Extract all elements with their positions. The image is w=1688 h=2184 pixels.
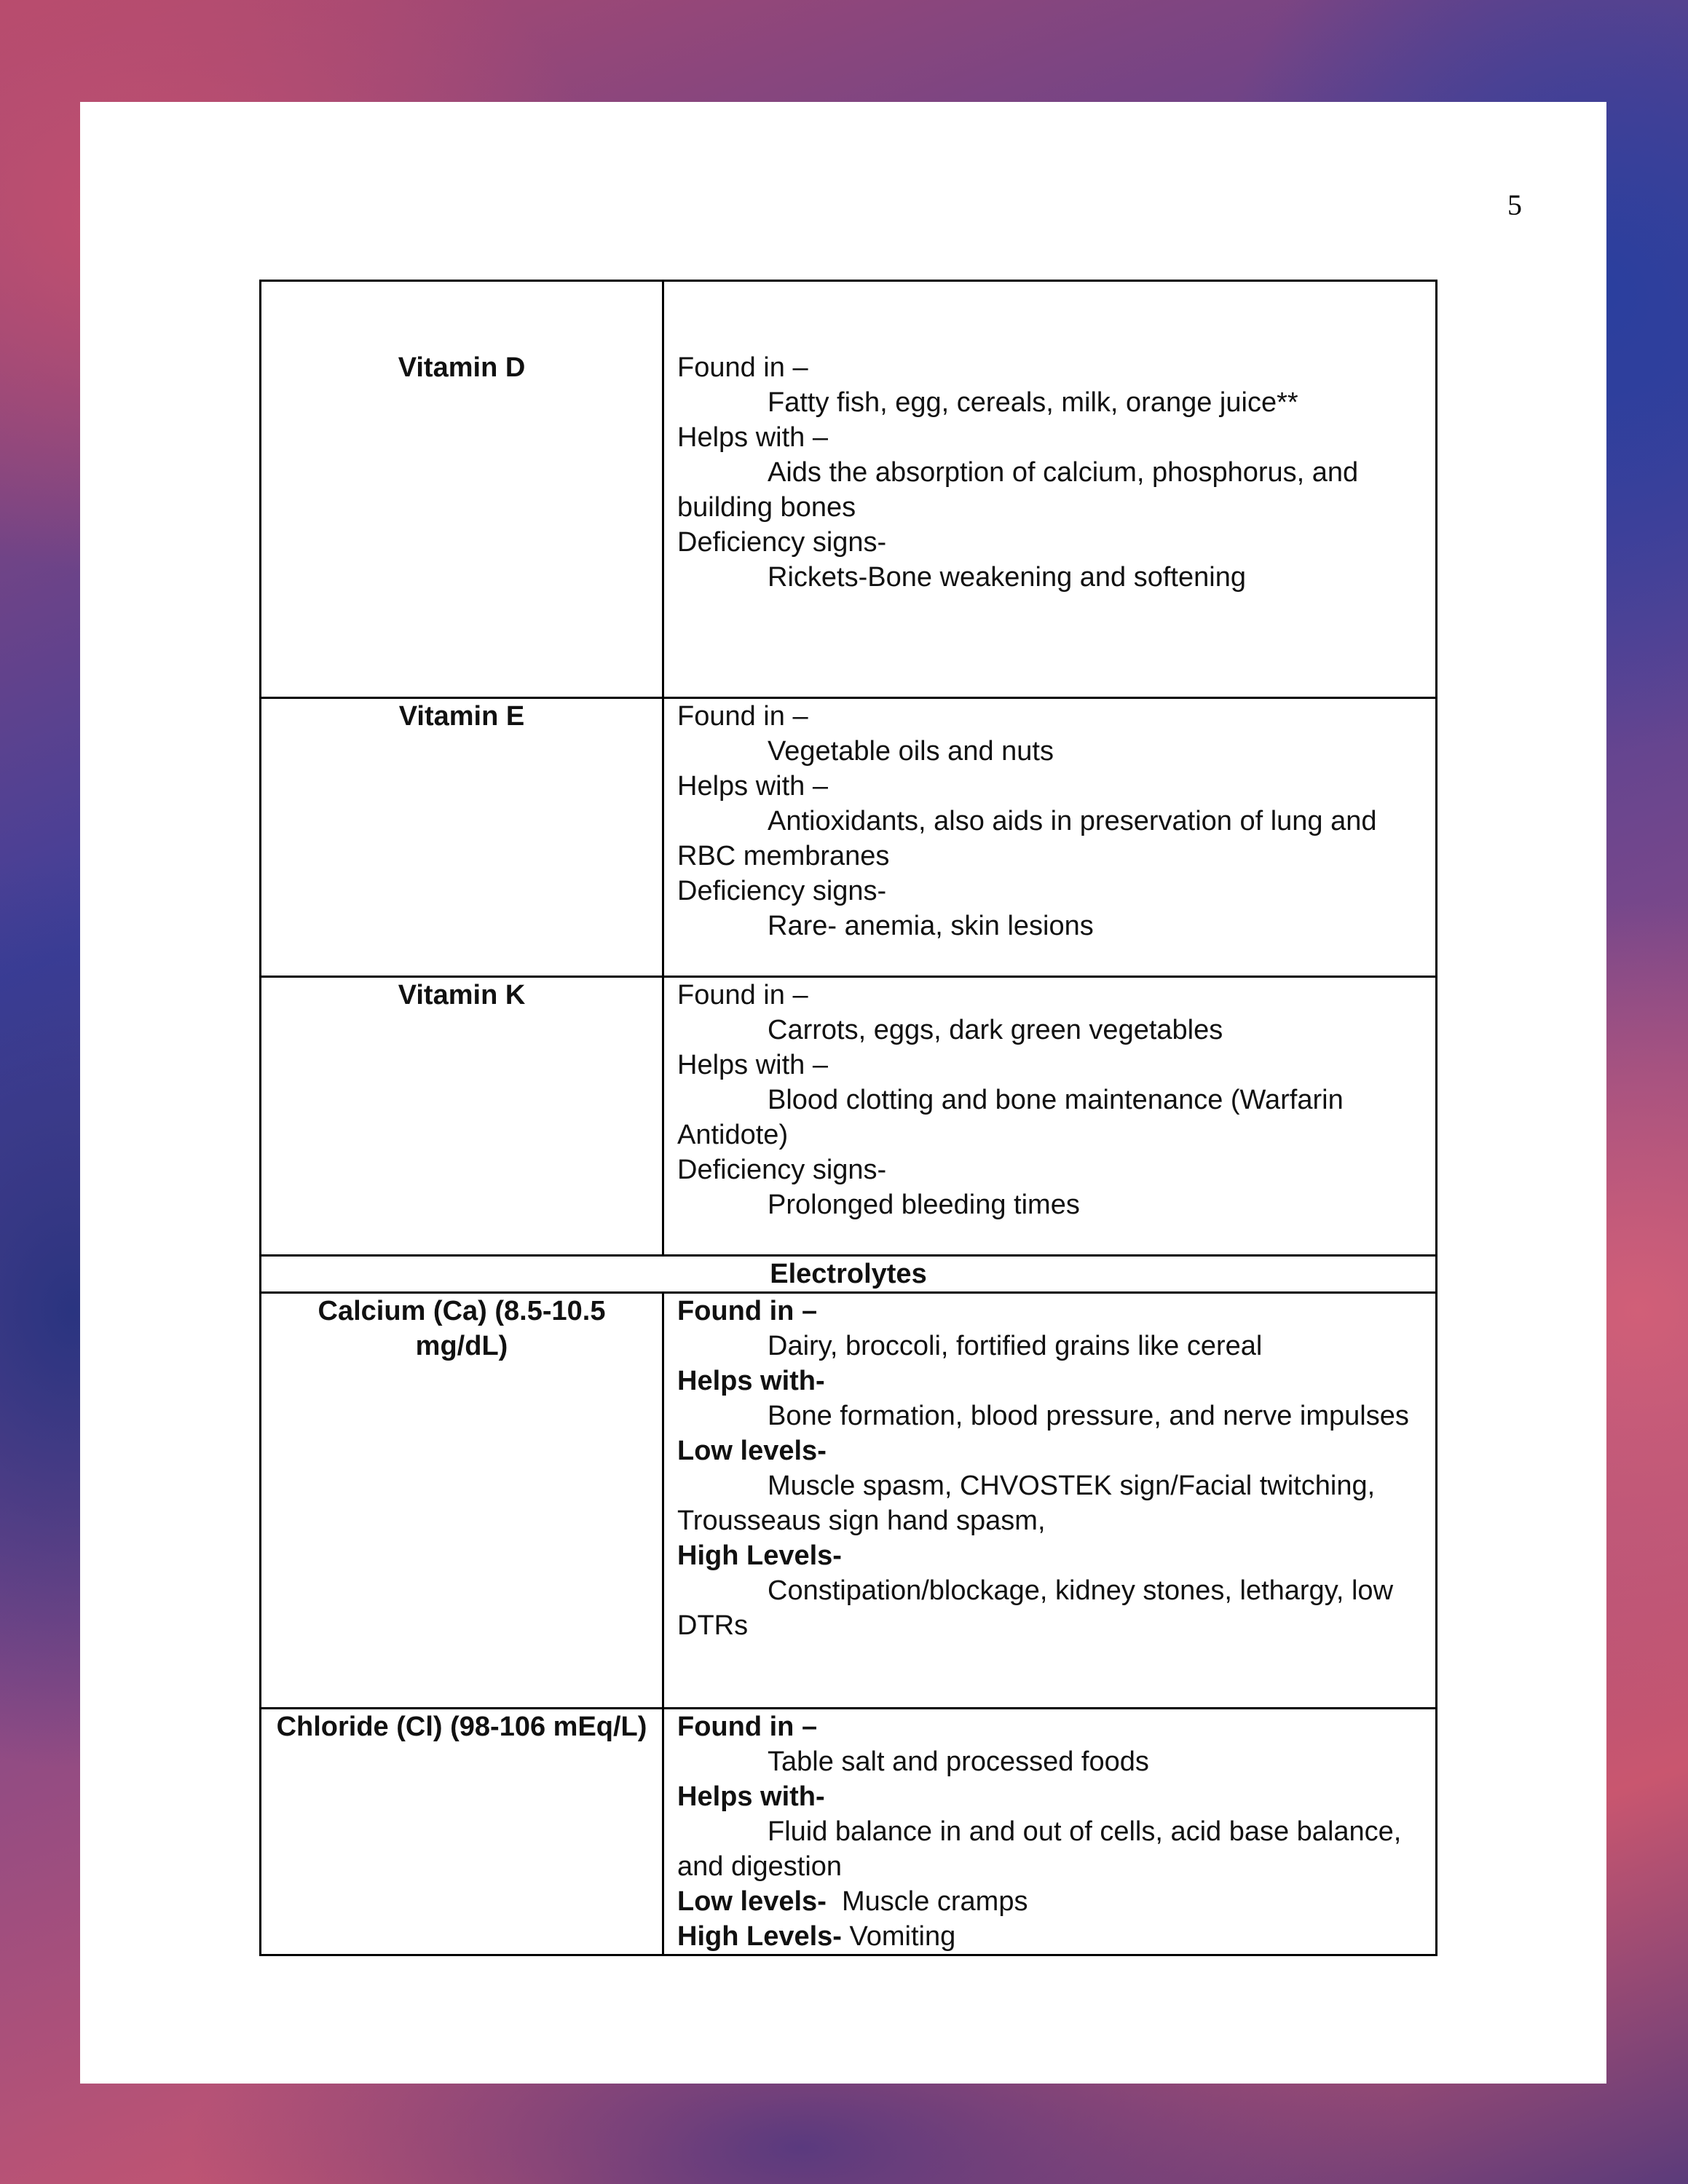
deficiency-text: Prolonged bleeding times: [768, 1190, 1080, 1220]
helps-label: Helps with –: [677, 771, 828, 802]
electrolytes-header: Electrolytes: [261, 1256, 1437, 1293]
table-row: [261, 1709, 1437, 1955]
high-label: High Levels-: [677, 1540, 842, 1571]
found-text: Dairy, broccoli, fortified grains like cereal: [768, 1331, 1263, 1361]
helps-text: Fluid balance in and out of cells, acid base balance, and digestion: [677, 1816, 1402, 1882]
found-text: Vegetable oils and nuts: [768, 736, 1054, 767]
low-text: Muscle spasm, CHVOSTEK sign/Facial twitching, Trousseaus sign hand spasm,: [677, 1471, 1376, 1536]
nutrient-details: [663, 977, 1437, 1256]
found-label: Found in –: [677, 1296, 818, 1326]
deficiency-label: Deficiency signs-: [677, 1155, 887, 1185]
helps-text: Aids the absorption of calcium, phosphorus, and building bones: [677, 457, 1359, 523]
helps-text: Bone formation, blood pressure, and nerve impulses: [768, 1401, 1409, 1431]
found-label: Found in –: [677, 1712, 818, 1742]
low-text: Muscle cramps: [841, 1886, 1028, 1917]
table-row: [261, 698, 1437, 977]
helps-label: Helps with-: [677, 1366, 825, 1396]
table-row: [261, 1293, 1437, 1709]
found-label: Found in –: [677, 980, 808, 1010]
helps-text: Blood clotting and bone maintenance (Warfarin Antidote): [677, 1085, 1344, 1150]
high-line: [677, 1919, 1422, 1954]
electrolyte-name: Calcium (Ca) (8.5-10.5 mg/dL): [261, 1293, 663, 1709]
found-label: Found in –: [677, 352, 808, 383]
helps-label: Helps with-: [677, 1781, 825, 1812]
low-label: Low levels-: [677, 1436, 827, 1466]
table-row: [261, 281, 1437, 698]
page-number: 5: [1507, 189, 1522, 221]
helps-label: Helps with –: [677, 1050, 828, 1080]
deficiency-text: Rickets-Bone weakening and softening: [768, 562, 1246, 593]
nutrient-name: Vitamin D: [261, 281, 663, 698]
deficiency-label: Deficiency signs-: [677, 876, 887, 906]
helps-text: Antioxidants, also aids in preservation of lung and RBC membranes: [677, 806, 1377, 871]
high-label: High Levels-: [677, 1921, 842, 1952]
found-label: Found in –: [677, 701, 808, 732]
low-line: [677, 1884, 1422, 1919]
found-text: Table salt and processed foods: [768, 1746, 1149, 1777]
deficiency-text: Rare- anemia, skin lesions: [768, 911, 1094, 941]
found-text: Carrots, eggs, dark green vegetables: [768, 1015, 1223, 1045]
high-text: Vomiting: [849, 1921, 956, 1952]
nutrient-name: Vitamin K: [261, 977, 663, 1256]
nutrient-details: [663, 281, 1437, 698]
electrolyte-details: [663, 1709, 1437, 1955]
electrolyte-details: [663, 1293, 1437, 1709]
found-text: Fatty fish, egg, cereals, milk, orange juice**: [768, 387, 1298, 418]
helps-label: Helps with –: [677, 422, 828, 453]
section-header-row: [261, 1256, 1437, 1293]
nutrient-details: [663, 698, 1437, 977]
high-text: Constipation/blockage, kidney stones, lethargy, low DTRs: [677, 1575, 1394, 1641]
deficiency-label: Deficiency signs-: [677, 527, 887, 558]
document-page: [80, 102, 1606, 2084]
nutrient-name: Vitamin E: [261, 698, 663, 977]
table-row: [261, 977, 1437, 1256]
nutrition-table: [259, 280, 1437, 1956]
low-label: Low levels-: [677, 1886, 827, 1917]
electrolyte-name: Chloride (Cl) (98-106 mEq/L): [261, 1709, 663, 1955]
